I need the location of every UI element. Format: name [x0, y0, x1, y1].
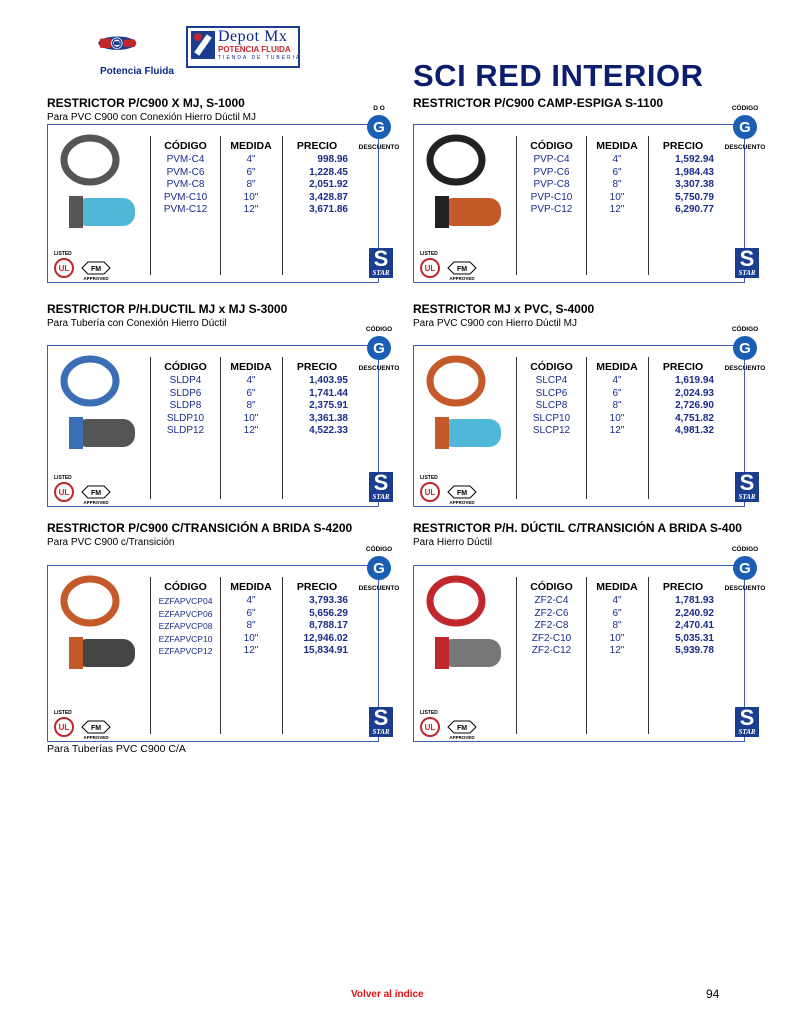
- svg-text:UL: UL: [58, 488, 70, 497]
- cell-price: 2,051.92: [309, 179, 348, 190]
- cell-price: 15,834.91: [303, 645, 348, 656]
- star-letter: S: [739, 470, 755, 495]
- svg-text:FM: FM: [90, 490, 102, 497]
- column-header-price: PRECIO: [662, 361, 704, 373]
- cell-code: PVM-C12: [163, 204, 208, 215]
- cell-size: 6": [246, 607, 256, 619]
- cell-code: EZFAPVCP12: [158, 646, 213, 656]
- star-label: STAR: [738, 728, 756, 736]
- cell-size: 12": [609, 425, 625, 436]
- cell-code: SLDP4: [169, 375, 202, 386]
- cell-size: 8": [246, 400, 256, 411]
- cell-price: 3,361.38: [309, 412, 348, 424]
- svg-text:LISTED: LISTED: [420, 475, 438, 481]
- column-header-size: MEDIDA: [230, 140, 272, 152]
- cell-size: 6": [612, 166, 622, 178]
- depot-logo-sub2: TIENDA DE TUBERIA: [218, 55, 302, 61]
- cell-price: 3,307.38: [675, 179, 714, 190]
- column-header-size: MEDIDA: [596, 361, 638, 373]
- product-image: [421, 130, 516, 240]
- cell-code: PVM-C8: [166, 179, 205, 190]
- badge-top-text: CÓDIGO: [731, 105, 759, 112]
- cell-code: ZF2-C6: [534, 607, 569, 619]
- cell-price: 1,619.94: [675, 375, 714, 386]
- column-header-code: CÓDIGO: [164, 140, 207, 152]
- star-letter: S: [739, 705, 755, 730]
- product-image: [55, 571, 150, 681]
- price-table: [150, 136, 351, 275]
- svg-text:UL: UL: [58, 723, 70, 732]
- cell-price: 5,939.78: [675, 645, 714, 656]
- price-table: [150, 577, 351, 734]
- cell-code: ZF2-C8: [534, 620, 569, 631]
- badge-letter: G: [373, 119, 385, 136]
- cell-code: PVP-C12: [530, 204, 573, 215]
- svg-text:APPROVED: APPROVED: [83, 500, 109, 505]
- badge-bottom-text: DESCUENTO: [358, 365, 400, 372]
- cell-size: 6": [246, 387, 256, 399]
- svg-text:LISTED: LISTED: [420, 251, 438, 257]
- cell-size: 10": [609, 632, 625, 644]
- badge-bottom-text: DESCUENTO: [724, 144, 766, 151]
- badge-letter: G: [739, 560, 751, 577]
- star-logo: [735, 707, 759, 737]
- star-label: STAR: [738, 493, 756, 501]
- footer-note: Para Tuberías PVC C900 C/A: [47, 743, 186, 755]
- section-subtitle: Para PVC C900 con Conexión Hierro Dúctil MJ: [47, 112, 256, 123]
- cell-price: 4,981.32: [675, 425, 714, 436]
- cell-price: 1,741.44: [309, 387, 348, 399]
- cell-code: SLCP8: [535, 400, 568, 411]
- svg-text:UL: UL: [424, 264, 436, 273]
- column-header-code: CÓDIGO: [530, 140, 573, 152]
- cell-price: 998.96: [317, 154, 348, 165]
- section-subtitle: Para Tubería con Conexión Hierro Dúctil: [47, 318, 227, 329]
- cell-size: 4": [612, 375, 622, 386]
- badge-bottom-text: DESCUENTO: [724, 365, 766, 372]
- svg-text:APPROVED: APPROVED: [449, 276, 475, 281]
- cell-price: 2,240.92: [675, 607, 714, 619]
- star-letter: S: [373, 705, 389, 730]
- product-image: [421, 571, 516, 681]
- svg-text:UL: UL: [58, 264, 70, 273]
- cell-code: EZFAPVCP06: [158, 608, 213, 619]
- product-section: [413, 96, 768, 112]
- price-table: [150, 357, 351, 499]
- cell-size: 6": [612, 387, 622, 399]
- cell-size: 8": [246, 179, 256, 190]
- cell-price: 8,788.17: [309, 620, 348, 631]
- cell-code: SLCP12: [532, 425, 571, 436]
- cell-price: 1,781.93: [675, 595, 714, 606]
- cell-size: 6": [612, 607, 622, 619]
- column-header-size: MEDIDA: [230, 361, 272, 373]
- cell-price: 4,522.33: [309, 425, 348, 436]
- cell-code: ZF2-C4: [534, 595, 569, 606]
- back-to-index-link[interactable]: Volver al índice: [351, 989, 424, 1000]
- column-header-code: CÓDIGO: [530, 361, 573, 373]
- cell-code: EZFAPVCP08: [158, 621, 213, 631]
- cell-code: PVP-C10: [530, 191, 573, 203]
- certification-logos: [52, 249, 122, 281]
- column-header-price: PRECIO: [662, 140, 704, 152]
- product-section: [47, 521, 402, 548]
- price-table: [516, 577, 717, 734]
- cell-code: PVP-C4: [533, 154, 570, 165]
- discount-badge: [719, 100, 771, 152]
- product-section: [47, 302, 402, 329]
- cell-price: 2,726.90: [675, 400, 714, 411]
- svg-text:FM: FM: [90, 266, 102, 273]
- page-number: 94: [706, 987, 720, 1001]
- product-section: [47, 96, 402, 123]
- product-image: [55, 351, 150, 461]
- cell-size: 12": [243, 204, 259, 215]
- column-header-price: PRECIO: [296, 581, 338, 593]
- certification-logos: [418, 473, 488, 505]
- star-letter: S: [373, 470, 389, 495]
- cell-size: 4": [246, 595, 256, 606]
- svg-text:FM: FM: [456, 490, 468, 497]
- cell-size: 4": [612, 154, 622, 165]
- cell-size: 6": [246, 166, 256, 178]
- product-section: [413, 521, 768, 548]
- cell-price: 5,656.29: [309, 607, 348, 619]
- section-title: RESTRICTOR P/C900 X MJ, S-1000: [47, 96, 245, 110]
- depot-logo-title: Depot Mx: [218, 28, 288, 45]
- column-header-size: MEDIDA: [596, 581, 638, 593]
- price-table: [516, 357, 717, 499]
- cell-size: 10": [243, 412, 259, 424]
- cell-size: 8": [612, 400, 622, 411]
- cell-code: PVM-C10: [163, 191, 208, 203]
- cell-size: 12": [609, 204, 625, 215]
- svg-text:APPROVED: APPROVED: [83, 276, 109, 281]
- column-header-price: PRECIO: [296, 361, 338, 373]
- column-header-code: CÓDIGO: [164, 361, 207, 373]
- cell-code: SLCP6: [535, 387, 568, 399]
- product-section: [413, 302, 768, 329]
- cell-size: 8": [612, 179, 622, 190]
- cell-price: 4,751.82: [675, 412, 714, 424]
- cell-size: 10": [243, 632, 259, 644]
- svg-text:FM: FM: [456, 266, 468, 273]
- certification-logos: [418, 249, 488, 281]
- section-subtitle: Para Hierro Dúctil: [413, 537, 492, 548]
- svg-text:FM: FM: [456, 725, 468, 732]
- cell-size: 10": [609, 191, 625, 203]
- cell-code: PVP-C8: [533, 179, 570, 190]
- cell-size: 12": [609, 645, 625, 656]
- certification-logos: [52, 473, 122, 505]
- cell-size: 4": [246, 154, 256, 165]
- column-header-size: MEDIDA: [230, 581, 272, 593]
- badge-letter: G: [373, 560, 385, 577]
- cell-size: 12": [243, 645, 259, 656]
- badge-bottom-text: DESCUENTO: [724, 585, 766, 592]
- section-title: RESTRICTOR P/C900 C/TRANSICIÓN A BRIDA S-4200: [47, 521, 353, 535]
- cell-price: 12,946.02: [303, 632, 348, 644]
- cell-code: EZFAPVCP10: [158, 633, 213, 644]
- section-title: RESTRICTOR P/H.DUCTIL MJ x MJ S-3000: [47, 302, 288, 316]
- cell-code: SLDP6: [169, 387, 202, 399]
- column-header-code: CÓDIGO: [164, 581, 207, 593]
- section-title: RESTRICTOR MJ x PVC, S-4000: [413, 302, 595, 316]
- badge-bottom-text: DESCUENTO: [358, 144, 400, 151]
- column-header-price: PRECIO: [296, 140, 338, 152]
- cell-price: 6,290.77: [675, 204, 714, 215]
- badge-letter: G: [739, 119, 751, 136]
- badge-letter: G: [373, 340, 385, 357]
- cell-size: 8": [612, 620, 622, 631]
- certification-logos: [418, 708, 488, 740]
- star-label: STAR: [372, 269, 390, 277]
- star-letter: S: [739, 246, 755, 271]
- cell-size: 8": [246, 620, 256, 631]
- discount-badge: [353, 100, 405, 152]
- discount-badge: [719, 541, 771, 593]
- star-logo: [735, 472, 759, 502]
- star-letter: S: [373, 246, 389, 271]
- cell-size: 10": [609, 412, 625, 424]
- column-header-size: MEDIDA: [596, 140, 638, 152]
- cell-code: EZFAPVCP04: [158, 596, 213, 606]
- svg-text:UL: UL: [424, 723, 436, 732]
- svg-text:APPROVED: APPROVED: [449, 500, 475, 505]
- svg-text:LISTED: LISTED: [54, 251, 72, 257]
- cell-price: 2,375.91: [309, 400, 348, 411]
- discount-badge: [353, 541, 405, 593]
- svg-text:FM: FM: [90, 725, 102, 732]
- cell-price: 3,793.36: [309, 595, 348, 606]
- svg-text:LISTED: LISTED: [420, 710, 438, 716]
- discount-badge: [353, 321, 405, 373]
- cell-price: 2,024.93: [675, 387, 714, 399]
- price-table: [516, 136, 717, 275]
- cell-code: SLDP10: [166, 412, 205, 424]
- cell-code: PVM-C6: [166, 166, 205, 178]
- svg-text:APPROVED: APPROVED: [449, 735, 475, 740]
- cell-price: 1,228.45: [309, 166, 348, 178]
- svg-text:LISTED: LISTED: [54, 710, 72, 716]
- section-title: RESTRICTOR P/C900 CAMP-ESPIGA S-1100: [413, 96, 664, 110]
- star-logo: [369, 472, 393, 502]
- cell-size: 4": [246, 375, 256, 386]
- cell-price: 3,671.86: [309, 204, 348, 215]
- cell-code: SLDP12: [166, 425, 205, 436]
- cell-price: 1,984.43: [675, 166, 714, 178]
- badge-top-text: CÓDIGO: [731, 326, 759, 333]
- discount-badge: [719, 321, 771, 373]
- cell-code: ZF2-C10: [531, 632, 572, 644]
- badge-top-text: CÓDIGO: [365, 326, 393, 333]
- section-subtitle: Para PVC C900 c/Transición: [47, 537, 175, 548]
- page-title: SCI RED INTERIOR: [413, 58, 704, 93]
- star-label: STAR: [372, 728, 390, 736]
- cell-price: 2,470.41: [675, 620, 714, 631]
- column-header-code: CÓDIGO: [530, 581, 573, 593]
- svg-text:APPROVED: APPROVED: [83, 735, 109, 740]
- product-image: [55, 130, 150, 240]
- cell-code: ZF2-C12: [531, 645, 572, 656]
- cell-price: 5,035.31: [675, 632, 714, 644]
- badge-top-text: D O: [373, 105, 385, 112]
- section-title: RESTRICTOR P/H. DÚCTIL C/TRANSICIÓN A BRIDA S-400: [413, 521, 742, 535]
- logo-text-potencia-fluida: Potencia Fluida: [100, 66, 174, 77]
- cell-price: 3,428.87: [309, 191, 348, 203]
- cell-price: 1,403.95: [309, 375, 348, 386]
- cell-code: PVM-C4: [166, 154, 205, 165]
- star-logo: [369, 248, 393, 278]
- badge-top-text: CÓDIGO: [365, 546, 393, 553]
- depot-logo-sub: POTENCIA FLUIDA: [218, 45, 291, 54]
- certification-logos: [52, 708, 122, 740]
- potencia-fluida-logo: [95, 26, 190, 68]
- star-label: STAR: [372, 493, 390, 501]
- star-logo: [735, 248, 759, 278]
- badge-letter: G: [739, 340, 751, 357]
- section-subtitle: Para PVC C900 con Hierro Dúctil MJ: [413, 318, 577, 329]
- badge-top-text: CÓDIGO: [731, 546, 759, 553]
- cell-code: PVP-C6: [533, 166, 570, 178]
- cell-size: 4": [612, 595, 622, 606]
- star-logo: [369, 707, 393, 737]
- cell-code: SLCP10: [532, 412, 571, 424]
- badge-bottom-text: DESCUENTO: [358, 585, 400, 592]
- cell-price: 1,592.94: [675, 154, 714, 165]
- svg-text:UL: UL: [424, 488, 436, 497]
- cell-code: SLCP4: [535, 375, 568, 386]
- column-header-price: PRECIO: [662, 581, 704, 593]
- svg-text:LISTED: LISTED: [54, 475, 72, 481]
- cell-size: 12": [243, 425, 259, 436]
- cell-price: 5,750.79: [675, 191, 714, 203]
- product-image: [421, 351, 516, 461]
- wrench-icon: [189, 29, 217, 61]
- star-label: STAR: [738, 269, 756, 277]
- cell-size: 10": [243, 191, 259, 203]
- cell-code: SLDP8: [169, 400, 202, 411]
